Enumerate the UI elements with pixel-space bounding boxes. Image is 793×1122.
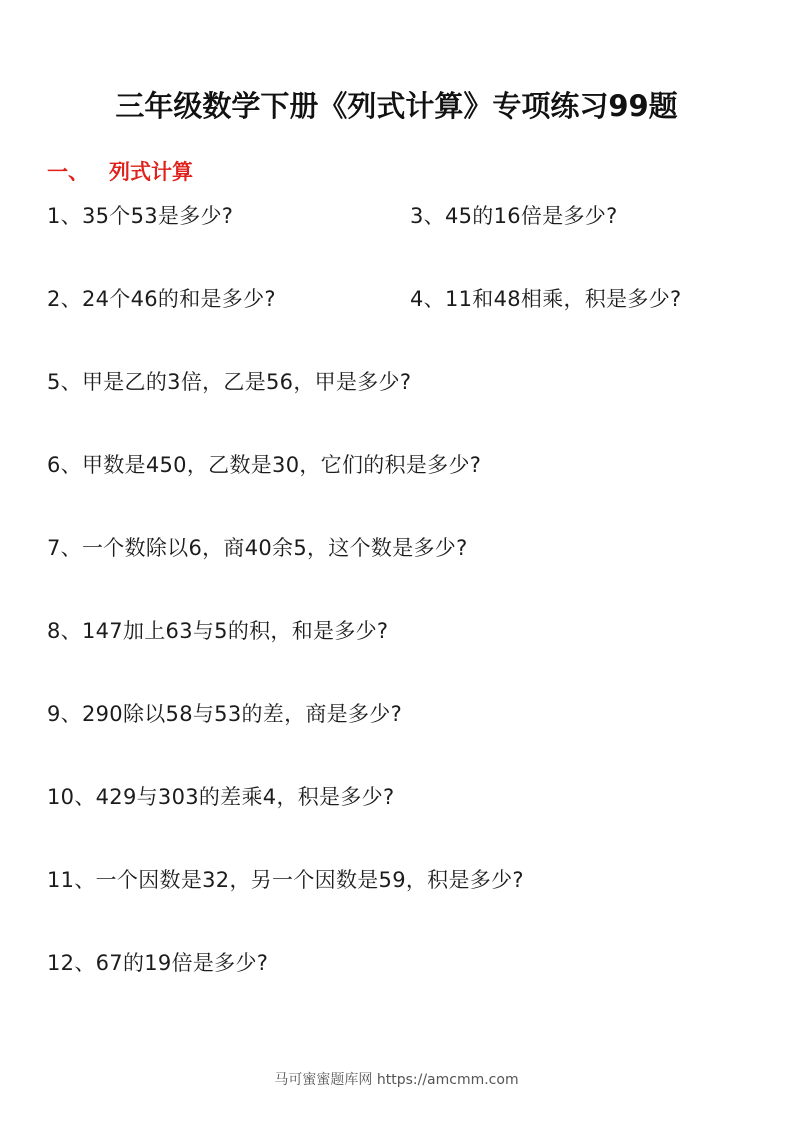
question-5: 5、甲是乙的3倍，乙是56，甲是多少?	[47, 370, 412, 394]
footer-watermark: 马可蜜蜜题库网 https://amcmm.com	[274, 1072, 519, 1088]
question-3: 3、45的16倍是多少?	[410, 204, 618, 228]
question-10: 10、429与303的差乘4，积是多少?	[47, 785, 395, 809]
question-12: 12、67的19倍是多少?	[47, 951, 269, 975]
question-9: 9、290除以58与53的差，商是多少?	[47, 702, 403, 726]
question-4: 4、11和48相乘，积是多少?	[410, 287, 682, 311]
question-8: 8、147加上63与5的积，和是多少?	[47, 619, 389, 643]
question-2: 2、24个46的和是多少?	[47, 287, 276, 311]
page-title: 三年级数学下册《列式计算》专项练习99题	[115, 89, 678, 123]
question-6: 6、甲数是450，乙数是30，它们的积是多少?	[47, 453, 482, 477]
section-heading	[47, 156, 193, 186]
question-1: 1、35个53是多少?	[47, 204, 234, 228]
question-7: 7、一个数除以6，商40余5，这个数是多少?	[47, 536, 468, 560]
question-11: 11、一个因数是32，另一个因数是59，积是多少?	[47, 868, 524, 892]
section-number: 一、	[47, 160, 89, 184]
section-label: 列式计算	[109, 160, 193, 184]
